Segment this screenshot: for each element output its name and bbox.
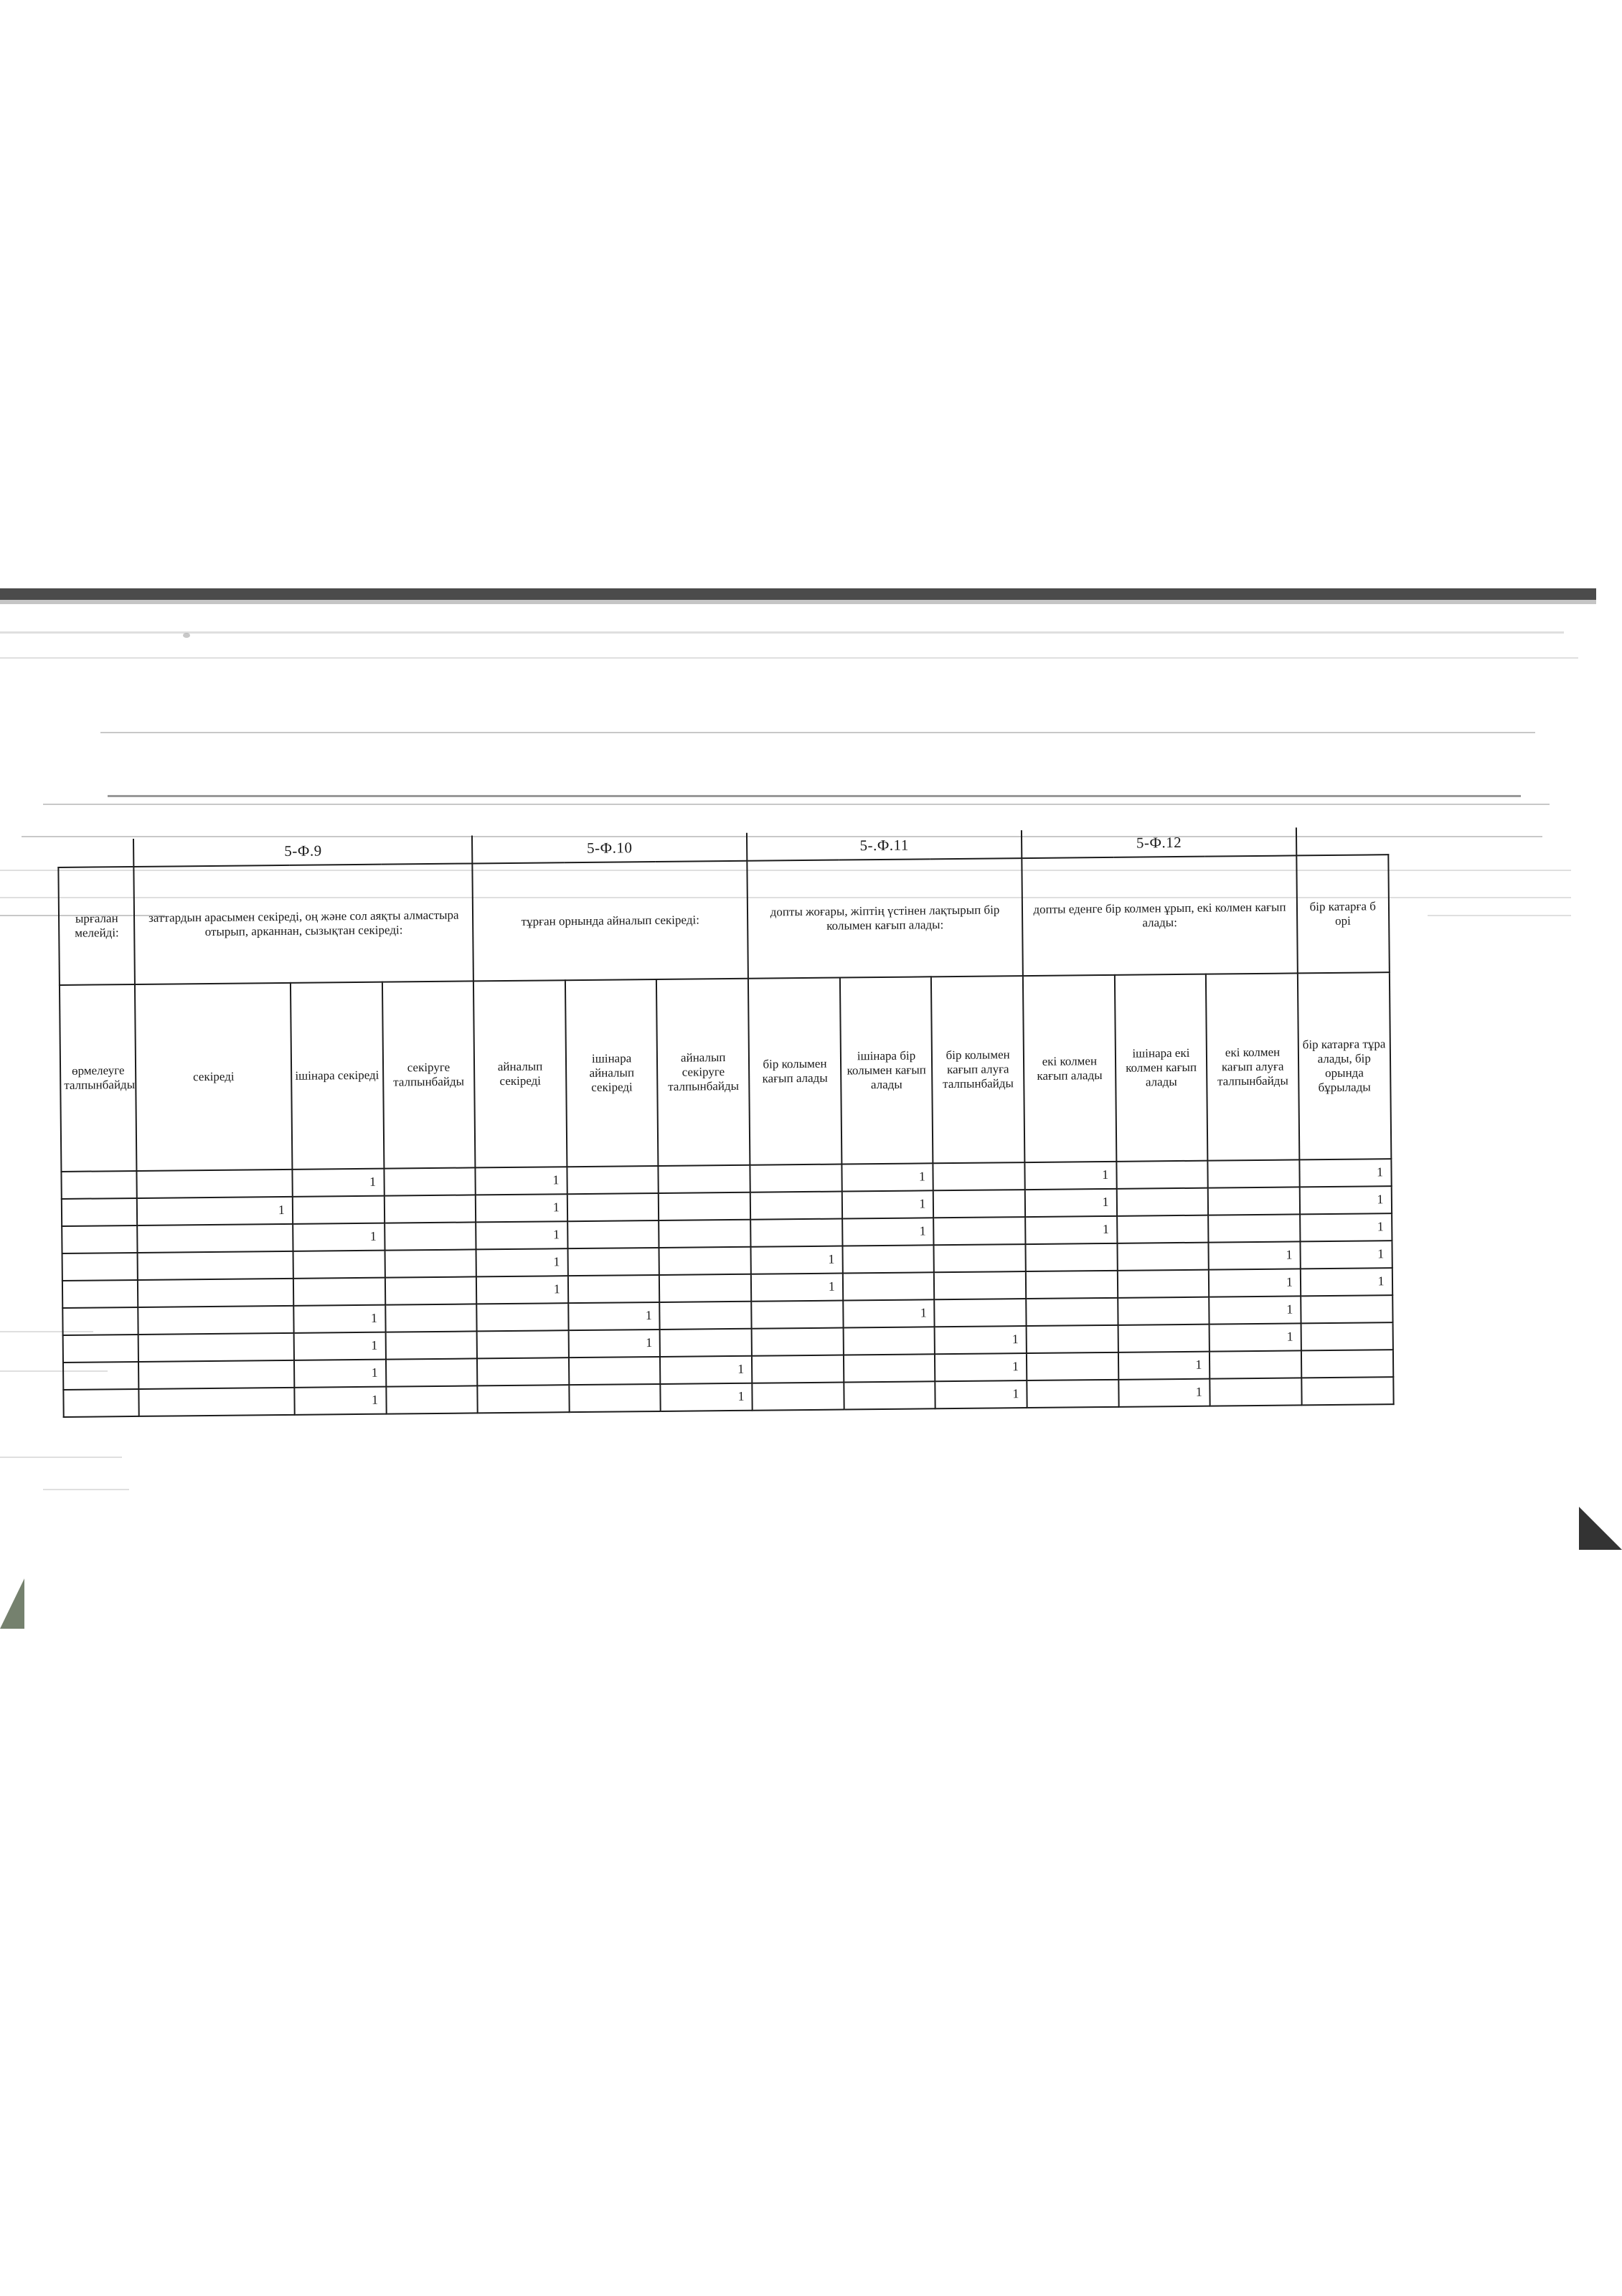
cell bbox=[569, 1357, 661, 1385]
group-header-5f9: 5-Ф.9 bbox=[133, 835, 472, 867]
cell bbox=[751, 1301, 843, 1329]
cell bbox=[478, 1385, 570, 1413]
cell bbox=[752, 1328, 844, 1356]
cell: 1 bbox=[1025, 1216, 1117, 1244]
page-corner-mark-bottom-right bbox=[1579, 1507, 1622, 1550]
desc-cell-4: допты еденге бір колмен ұрып, екі колмен кағып алады: bbox=[1022, 855, 1297, 976]
scan-streak bbox=[43, 1489, 129, 1490]
cell: 1 bbox=[293, 1305, 385, 1333]
cell bbox=[62, 1253, 138, 1281]
cell: 1 bbox=[293, 1332, 385, 1360]
desc-cell-0: ырғалан мелейді: bbox=[58, 867, 135, 985]
cell bbox=[1118, 1325, 1210, 1352]
cell bbox=[1027, 1325, 1118, 1353]
cell bbox=[933, 1217, 1025, 1245]
cell: 1 bbox=[1025, 1189, 1117, 1217]
cell: 1 bbox=[476, 1221, 567, 1249]
cell: 1 bbox=[568, 1302, 660, 1330]
cell bbox=[569, 1384, 661, 1412]
cell bbox=[477, 1358, 569, 1385]
column-header-10: екі колмен кағып алады bbox=[1023, 975, 1116, 1162]
scanned-document-page bbox=[0, 588, 1622, 1708]
column-header-9: бір колымен кағып алуға талпынбайды bbox=[931, 976, 1024, 1163]
cell bbox=[386, 1385, 478, 1413]
cell bbox=[933, 1190, 1025, 1218]
column-header-12: екі колмен кағып алуға талпынбайды bbox=[1206, 973, 1299, 1160]
cell bbox=[63, 1335, 139, 1363]
cell bbox=[1117, 1270, 1209, 1298]
cell: 1 bbox=[137, 1197, 293, 1225]
desc-cell-1: заттардын арасымен секіреді, оң және сол аяқты алмастыра отырып, арканнан, сызықтан секіреді: bbox=[134, 863, 473, 984]
cell bbox=[752, 1383, 844, 1411]
group-header-stub bbox=[58, 839, 134, 867]
cell bbox=[63, 1362, 139, 1390]
column-header-5: ішінара айналып секіреді bbox=[565, 979, 659, 1167]
cell: 1 bbox=[842, 1218, 934, 1246]
cell bbox=[61, 1171, 137, 1199]
cell bbox=[1117, 1215, 1209, 1243]
cell: 1 bbox=[1299, 1159, 1391, 1187]
cell bbox=[1116, 1188, 1208, 1216]
column-header-1: секіреді bbox=[135, 983, 292, 1171]
cell bbox=[659, 1220, 751, 1248]
cell bbox=[62, 1198, 138, 1226]
cell: 1 bbox=[294, 1387, 386, 1415]
cell bbox=[384, 1167, 476, 1195]
cell bbox=[385, 1304, 477, 1332]
cell: 1 bbox=[661, 1383, 753, 1411]
table-column-header-row bbox=[60, 971, 1494, 1172]
cell bbox=[659, 1274, 751, 1302]
cell bbox=[567, 1166, 659, 1194]
desc-cell-3: допты жоғары, жіптің үстінен лақтырып бір колымен кағып алады: bbox=[747, 858, 1022, 979]
cell bbox=[567, 1193, 659, 1221]
cell bbox=[1301, 1322, 1392, 1350]
cell bbox=[844, 1381, 935, 1409]
cell bbox=[567, 1220, 659, 1248]
cell bbox=[1117, 1243, 1209, 1271]
cell: 1 bbox=[1209, 1241, 1301, 1269]
cell: 1 bbox=[476, 1248, 568, 1276]
cell: 1 bbox=[1118, 1352, 1210, 1380]
cell: 1 bbox=[568, 1330, 660, 1358]
cell bbox=[568, 1275, 660, 1303]
assessment-table-wrapper bbox=[57, 825, 1577, 1418]
cell bbox=[1208, 1214, 1300, 1242]
cell bbox=[1208, 1187, 1300, 1215]
cell: 1 bbox=[476, 1167, 567, 1195]
cell: 1 bbox=[1210, 1323, 1301, 1351]
cell bbox=[62, 1307, 138, 1335]
column-header-7: бір колымен кағып алады bbox=[748, 978, 841, 1165]
cell bbox=[139, 1388, 295, 1416]
cell bbox=[1210, 1378, 1302, 1406]
cell: 1 bbox=[293, 1223, 385, 1251]
cell bbox=[659, 1192, 750, 1220]
cell: 1 bbox=[1300, 1241, 1392, 1269]
cell: 1 bbox=[751, 1246, 843, 1274]
cell bbox=[385, 1276, 476, 1304]
cell: 1 bbox=[935, 1353, 1027, 1381]
assessment-table bbox=[57, 826, 1498, 1418]
cell: 1 bbox=[476, 1194, 567, 1222]
cell bbox=[750, 1165, 841, 1192]
cell bbox=[138, 1251, 293, 1280]
cell bbox=[1027, 1380, 1118, 1408]
group-header-5f12: 5-Ф.12 bbox=[1022, 827, 1296, 858]
cell bbox=[660, 1329, 752, 1357]
column-header-4: айналып секіреді bbox=[473, 980, 567, 1167]
scan-streak bbox=[0, 1457, 122, 1458]
cell: 1 bbox=[1301, 1268, 1392, 1296]
cell: 1 bbox=[843, 1299, 935, 1327]
cell bbox=[843, 1272, 935, 1300]
cell bbox=[385, 1358, 477, 1386]
cell bbox=[1301, 1350, 1393, 1378]
cell bbox=[660, 1302, 752, 1330]
cell: 1 bbox=[841, 1163, 933, 1191]
column-header-2: ішінара секіреді bbox=[291, 982, 384, 1170]
cell bbox=[137, 1170, 293, 1198]
cell bbox=[385, 1331, 477, 1359]
cell bbox=[1116, 1161, 1208, 1189]
cell: 1 bbox=[1209, 1269, 1301, 1297]
group-header-5f11: 5-.Ф.11 bbox=[747, 830, 1022, 861]
column-header-0: өрмелеуге талпынбайды bbox=[60, 984, 137, 1172]
cell bbox=[1210, 1350, 1301, 1378]
cell: 1 bbox=[935, 1380, 1027, 1408]
cell bbox=[476, 1303, 568, 1331]
cell: 1 bbox=[294, 1360, 386, 1388]
cell: 1 bbox=[292, 1169, 384, 1197]
cell bbox=[1301, 1377, 1393, 1405]
cell bbox=[659, 1247, 751, 1275]
cell bbox=[934, 1244, 1026, 1272]
cell bbox=[1301, 1295, 1392, 1323]
cell bbox=[384, 1195, 476, 1223]
cell bbox=[750, 1219, 842, 1247]
group-header-5f10: 5-Ф.10 bbox=[472, 833, 747, 864]
cell: 1 bbox=[660, 1356, 752, 1384]
column-header-6: айналып секіруге талпынбайды bbox=[656, 979, 750, 1166]
cell bbox=[935, 1299, 1027, 1327]
page-corner-mark-bottom-left bbox=[0, 1578, 24, 1629]
column-header-8: ішінара бір колымен кағып алады bbox=[840, 977, 933, 1164]
cell: 1 bbox=[841, 1190, 933, 1218]
cell: 1 bbox=[751, 1274, 843, 1302]
cell bbox=[62, 1225, 138, 1253]
cell: 1 bbox=[476, 1276, 568, 1304]
column-header-3: секіруге талпынбайды bbox=[382, 981, 475, 1168]
cell bbox=[1026, 1298, 1118, 1326]
cell bbox=[63, 1389, 139, 1417]
cell bbox=[293, 1196, 385, 1224]
cell bbox=[659, 1165, 750, 1193]
cell bbox=[62, 1280, 138, 1308]
cell: 1 bbox=[1118, 1379, 1210, 1407]
table-description-row bbox=[58, 854, 1492, 985]
cell bbox=[752, 1355, 844, 1383]
cell bbox=[385, 1249, 476, 1277]
cell: 1 bbox=[935, 1326, 1027, 1354]
cell bbox=[1025, 1243, 1117, 1271]
cell bbox=[138, 1224, 293, 1253]
column-header-13: бір катарға тұра алады, бір орында бұрылады bbox=[1298, 972, 1391, 1159]
column-header-11: ішінара екі колмен кағып алады bbox=[1115, 974, 1208, 1162]
cell bbox=[138, 1279, 293, 1307]
cell bbox=[844, 1354, 935, 1382]
cell bbox=[750, 1192, 842, 1220]
cell: 1 bbox=[1300, 1186, 1392, 1214]
desc-cell-5: бір катарға б орі bbox=[1296, 855, 1389, 973]
cell bbox=[1026, 1271, 1118, 1299]
cell bbox=[843, 1327, 935, 1355]
cell bbox=[477, 1330, 569, 1358]
cell bbox=[293, 1251, 385, 1279]
cell bbox=[293, 1278, 385, 1306]
cell bbox=[138, 1306, 294, 1335]
group-header-tail bbox=[1296, 827, 1388, 855]
desc-cell-2: тұрған орнында айналып секіреді: bbox=[473, 861, 748, 982]
cell bbox=[1208, 1159, 1300, 1187]
cell bbox=[842, 1245, 934, 1273]
cell bbox=[567, 1248, 659, 1276]
cell: 1 bbox=[1300, 1213, 1392, 1241]
cell bbox=[138, 1360, 294, 1389]
table-clip-region bbox=[0, 588, 1514, 1408]
cell bbox=[1027, 1352, 1118, 1380]
cell bbox=[138, 1333, 294, 1362]
cell: 1 bbox=[1024, 1162, 1116, 1190]
cell: 1 bbox=[1209, 1296, 1301, 1324]
cell bbox=[933, 1162, 1025, 1190]
cell bbox=[934, 1271, 1026, 1299]
cell bbox=[385, 1222, 476, 1250]
cell bbox=[1118, 1297, 1210, 1325]
